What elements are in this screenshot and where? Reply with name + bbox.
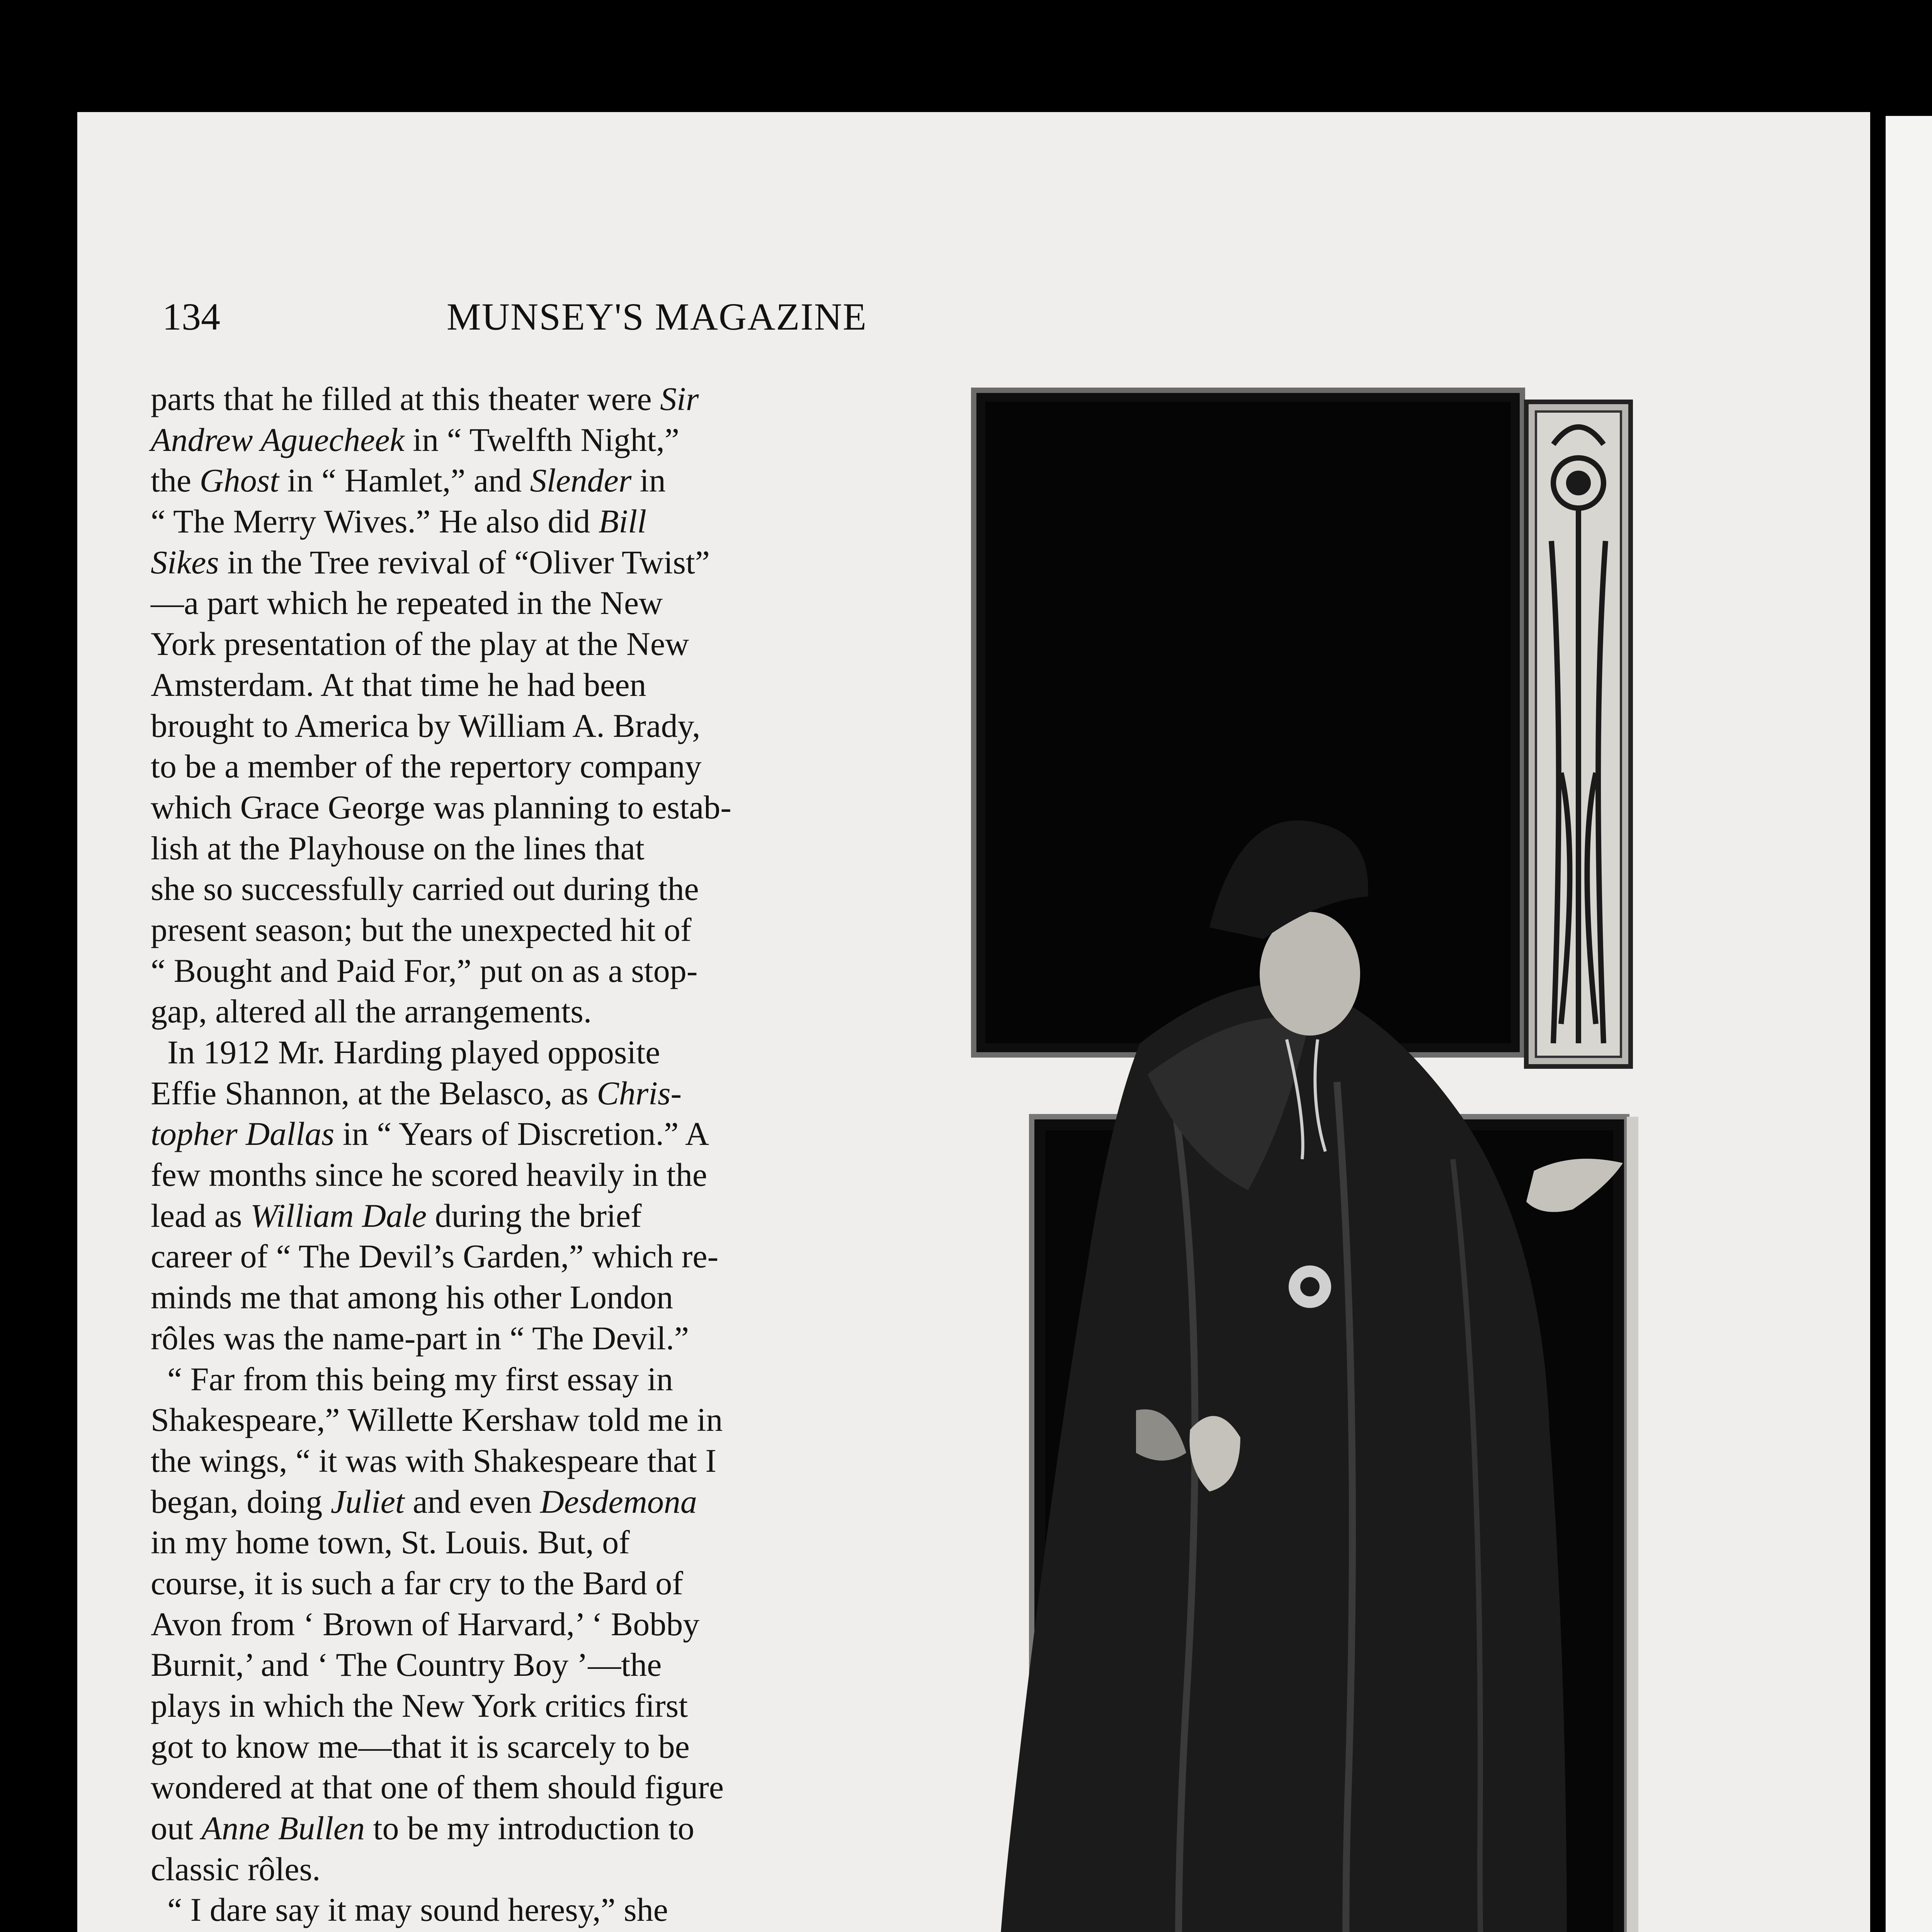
photograph-image — [970, 386, 1638, 1932]
text-line: In 1912 Mr. Harding played opposite — [151, 1034, 660, 1071]
text-line: parts that he filled at this theater were Sir — [151, 380, 699, 417]
italic-name: Ghost — [199, 462, 279, 499]
italic-name: Sir — [660, 380, 699, 417]
italic-name: Juliet — [330, 1483, 405, 1520]
text-line: rôles was the name-part in “ The Devil.” — [151, 1319, 689, 1357]
italic-name: Andrew Aguecheek — [151, 421, 405, 458]
text-line: which Grace George was planning to estab- — [151, 788, 731, 826]
text-line: wondered at that one of them should figure — [151, 1769, 724, 1806]
cardinal-wolsey-photograph — [970, 386, 1638, 1932]
italic-name: Anne Bullen — [201, 1810, 365, 1847]
italic-name: Slender — [530, 462, 632, 499]
text-line: the wings, “ it was with Shakespeare that I — [151, 1442, 717, 1479]
text-line: classic rôles. — [151, 1850, 321, 1888]
text-line: she so successfully carried out during the — [151, 870, 699, 908]
text-line: “ I dare say it may sound heresy,” she — [151, 1891, 668, 1929]
text-line: Effie Shannon, at the Belasco, as Chris- — [151, 1074, 682, 1112]
text-line: out Anne Bullen to be my introduction to — [151, 1810, 694, 1847]
text-line: plays in which the New York critics first — [151, 1687, 688, 1724]
text-line: few months since he scored heavily in the — [151, 1156, 707, 1194]
text-line: got to know me—that it is scarcely to be — [151, 1728, 690, 1765]
text-line: topher Dallas in “ Years of Discretion.” A — [151, 1115, 709, 1153]
left-text-column — [151, 379, 893, 1932]
text-line: course, it is such a far cry to the Bard of — [151, 1564, 683, 1602]
magazine-title: MUNSEY'S MAGAZINE — [446, 295, 867, 338]
text-line: to be a member of the repertory company — [151, 748, 702, 785]
running-head — [162, 286, 1151, 348]
text-line — [151, 1930, 893, 1932]
italic-name: Chris- — [597, 1074, 682, 1112]
next-page-edge — [1886, 116, 1932, 1932]
text-line: “ Far from this being my first essay in — [151, 1360, 673, 1398]
text-line: —a part which he repeated in the New — [151, 584, 663, 622]
text-line: Shakespeare,” Willette Kershaw told me in — [151, 1401, 723, 1439]
text-line: York presentation of the play at the New — [151, 625, 689, 663]
italic-name: Bill — [598, 503, 647, 540]
text-line: minds me that among his other London — [151, 1279, 673, 1316]
italic-name: topher Dallas — [151, 1115, 335, 1153]
italic-name: Desdemona — [540, 1483, 697, 1520]
text-line: Amsterdam. At that time he had been — [151, 666, 646, 703]
italic-name: Sikes — [151, 543, 219, 581]
text-line: the Ghost in “ Hamlet,” and Slender in — [151, 462, 666, 499]
text-line: lish at the Playhouse on the lines that — [151, 829, 645, 867]
text-line: Avon from ‘ Brown of Harvard,’ ‘ Bobby — [151, 1605, 700, 1643]
text-line: “ Bought and Paid For,” put on as a stop- — [151, 952, 698, 989]
page-number: 134 — [162, 295, 220, 338]
page-gutter — [1870, 112, 1886, 1932]
text-line: Andrew Aguecheek in “ Twelfth Night,” — [151, 421, 679, 458]
text-line: career of “ The Devil’s Garden,” which re- — [151, 1238, 719, 1275]
text-line: began, doing Juliet and even Desdemona — [151, 1483, 697, 1520]
text-line: Sikes in the Tree revival of “Oliver Twist” — [151, 543, 710, 581]
text-line: lead as William Dale during the brief — [151, 1197, 642, 1234]
text-line: present season; but the unexpected hit of — [151, 911, 692, 948]
italic-name: William Dale — [250, 1197, 427, 1234]
text-line: brought to America by William A. Brady, — [151, 707, 701, 744]
text-line: in my home town, St. Louis. But, of — [151, 1524, 630, 1561]
text-line: Burnit,’ and ‘ The Country Boy ’—the — [151, 1646, 662, 1684]
text-line: “ The Merry Wives.” He also did Bill — [151, 503, 647, 540]
text-line: gap, altered all the arrangements. — [151, 993, 592, 1030]
